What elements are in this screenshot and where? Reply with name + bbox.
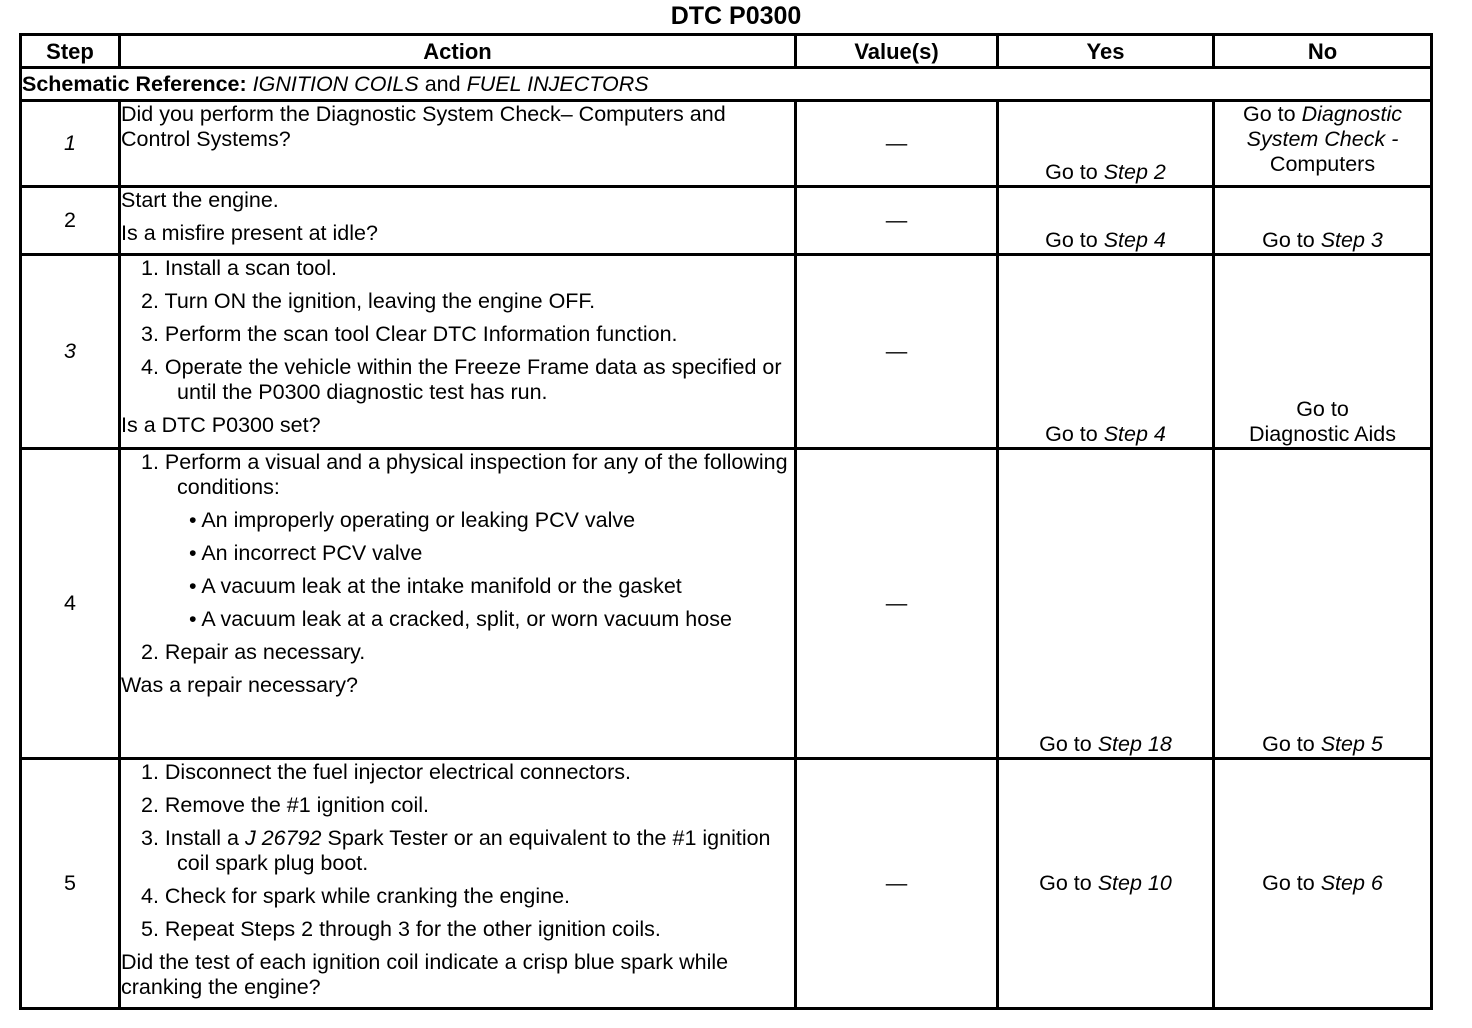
go-to-text: Go to — [1262, 228, 1315, 252]
yes-cell — [998, 101, 1214, 187]
document-title: DTC P0300 — [670, 2, 802, 30]
action-question: Is a DTC P0300 set? — [121, 413, 321, 437]
go-to-text: Go to — [1045, 160, 1098, 184]
go-to-text: Go to — [1039, 732, 1092, 756]
table-row — [21, 255, 1432, 449]
action-item: 1. Perform a visual and a physical inspection for any of the following conditions: — [141, 450, 788, 499]
value-cell: — — [796, 759, 998, 1009]
action-cell — [120, 187, 796, 255]
no-link[interactable]: Step 6 — [1320, 871, 1383, 895]
step-number: 3 — [21, 255, 120, 449]
action-item: 5. Repeat Steps 2 through 3 for the other ignition coils. — [141, 917, 661, 941]
value-cell: — — [796, 187, 998, 255]
header-row — [21, 35, 1432, 68]
action-question: Was a repair necessary? — [121, 673, 358, 697]
table-row — [21, 187, 1432, 255]
no-link[interactable]: Step 3 — [1320, 228, 1383, 252]
header-yes: Yes — [998, 35, 1214, 68]
yes-link[interactable]: Step 10 — [1097, 871, 1172, 895]
action-item — [121, 826, 794, 876]
action-item: 2. Turn ON the ignition, leaving the engine OFF. — [141, 289, 596, 313]
no-cell — [1214, 759, 1432, 1009]
go-to-text: Go to — [1039, 871, 1092, 895]
schematic-label: Schematic Reference: — [22, 71, 247, 96]
action-item: 1. Install a scan tool. — [141, 256, 337, 280]
action-cell — [120, 255, 796, 449]
value-cell: — — [796, 101, 998, 187]
value-cell: — — [796, 255, 998, 449]
yes-link[interactable]: Step 2 — [1103, 160, 1166, 184]
table-row — [21, 449, 1432, 759]
no-cell — [1214, 187, 1432, 255]
action-line: Start the engine. — [121, 188, 279, 212]
go-to-text: Go to — [1296, 397, 1349, 421]
step-number: 5 — [21, 759, 120, 1009]
yes-cell — [998, 449, 1214, 759]
action-item: 2. Remove the #1 ignition coil. — [141, 793, 430, 817]
go-to-text: Go to — [1045, 228, 1098, 252]
go-to-text: Go to — [1262, 732, 1315, 756]
yes-link[interactable]: Step 4 — [1103, 422, 1166, 446]
no-cell — [1214, 101, 1432, 187]
action-cell — [120, 449, 796, 759]
no-suffix: Computers — [1269, 152, 1376, 176]
action-question: Is a misfire present at idle? — [121, 221, 378, 245]
action-bullet: • A vacuum leak at a cracked, split, or worn vacuum hose — [189, 607, 732, 631]
no-link[interactable]: Step 5 — [1320, 732, 1383, 756]
action-item: 2. Repair as necessary. — [141, 640, 366, 664]
go-to-text: Go to — [1045, 422, 1098, 446]
yes-link[interactable]: Step 18 — [1097, 732, 1172, 756]
schematic-row — [21, 68, 1432, 101]
action-item: 3. Perform the scan tool Clear DTC Information function. — [141, 322, 678, 346]
table-row — [21, 101, 1432, 187]
no-cell — [1214, 449, 1432, 759]
header-values: Value(s) — [796, 35, 998, 68]
yes-cell — [998, 255, 1214, 449]
action-cell — [120, 759, 796, 1009]
action-item: 1. Disconnect the fuel injector electrical connectors. — [141, 760, 631, 784]
action-bullet: • A vacuum leak at the intake manifold or the gasket — [189, 574, 682, 598]
action-bullet: • An incorrect PCV valve — [189, 541, 423, 565]
table-row — [21, 759, 1432, 1009]
step-number: 1 — [21, 101, 120, 187]
go-to-text: Go to — [1243, 102, 1296, 126]
step-number: 2 — [21, 187, 120, 255]
no-link[interactable]: Diagnostic System Check - — [1246, 102, 1402, 151]
action-bullet: • An improperly operating or leaking PCV valve — [189, 508, 636, 532]
action-item-text: 3. Install a — [141, 826, 239, 850]
action-item: 4. Operate the vehicle within the Freeze Frame data as specified or until the P0300 diagnostic test has run. — [141, 355, 782, 404]
tool-number: J 26792 — [244, 826, 322, 850]
yes-cell — [998, 187, 1214, 255]
header-action: Action — [120, 35, 796, 68]
action-text: Did you perform the Diagnostic System Check– Computers and Control Systems? — [121, 102, 726, 151]
step-number: 4 — [21, 449, 120, 759]
schematic-ref-fuel: FUEL INJECTORS — [466, 71, 649, 96]
dtc-table — [19, 33, 1433, 1010]
header-step: Step — [21, 35, 120, 68]
go-to-text: Go to — [1262, 871, 1315, 895]
no-link[interactable]: Diagnostic Aids — [1249, 422, 1396, 446]
header-no: No — [1214, 35, 1432, 68]
action-question: Did the test of each ignition coil indicate a crisp blue spark while cranking the engine? — [121, 950, 729, 999]
value-cell: — — [796, 449, 998, 759]
action-item-text: Spark Tester or an equivalent to the #1 ignition coil spark plug boot. — [177, 826, 771, 875]
no-cell — [1214, 255, 1432, 449]
yes-cell — [998, 759, 1214, 1009]
yes-link[interactable]: Step 4 — [1103, 228, 1166, 252]
action-item: 4. Check for spark while cranking the engine. — [141, 884, 571, 908]
schematic-reference — [21, 68, 1432, 101]
schematic-ref-ignition: IGNITION COILS — [252, 71, 419, 96]
action-cell — [120, 101, 796, 187]
schematic-and: and — [424, 71, 461, 96]
